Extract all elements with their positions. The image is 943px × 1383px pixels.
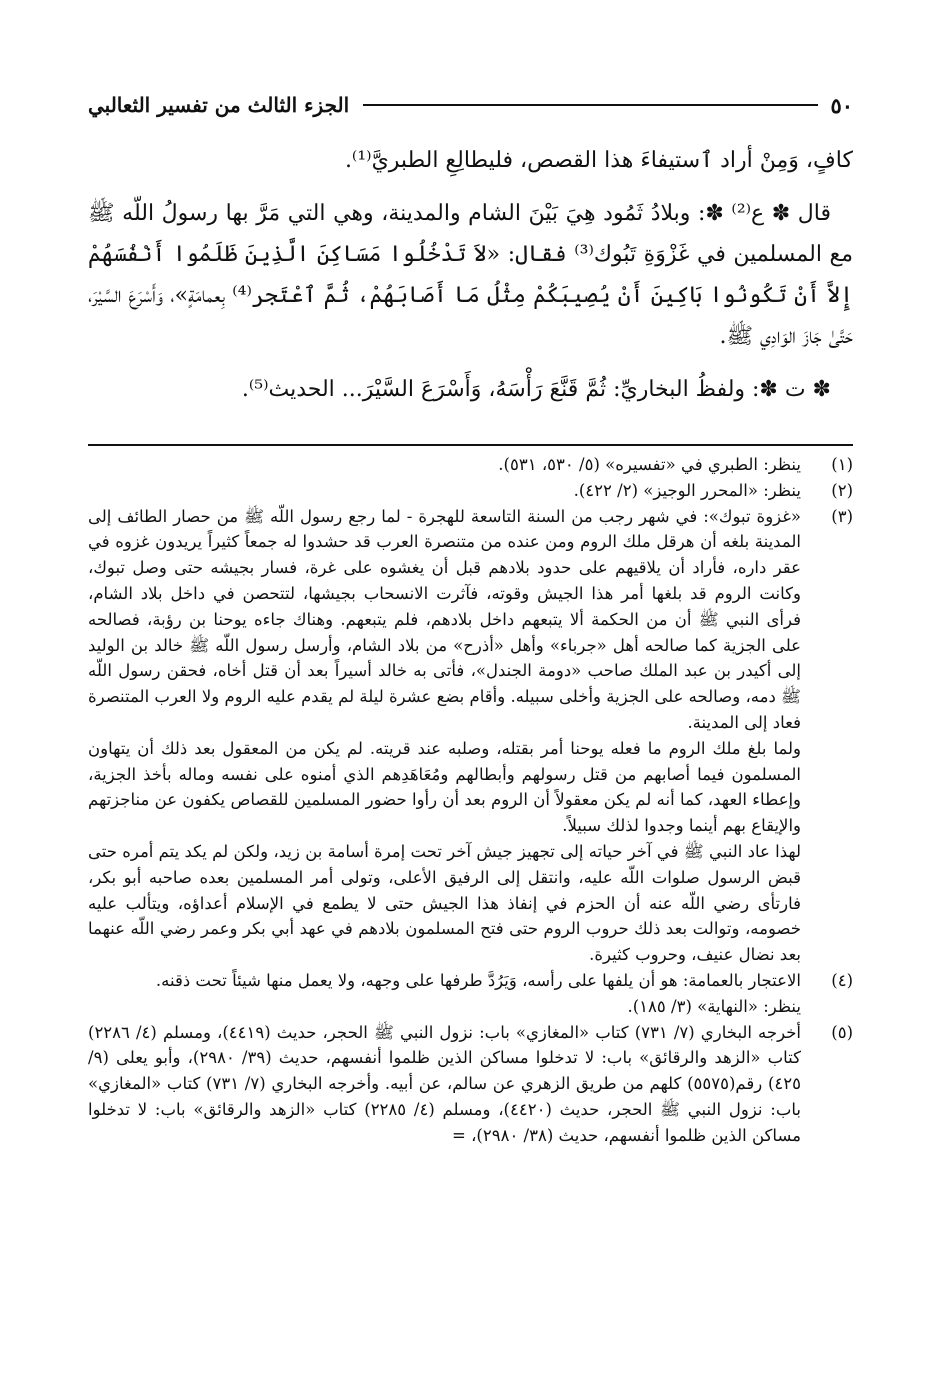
footnote-number: (٤) <box>831 970 853 990</box>
main-paragraph: قال ✽ ع⁽²⁾ ✽: وبلادُ ثَمُود هِيَ بَيْنَ الشام والمدينة، وهي التي مَرَّ بها رسولُ اللّه ﷺ مع المسلمين في غَزْوَةِ تَبُوك⁽³⁾ فقال: «لاَ تَدْخُلُوا مَسَاكِنَ الَّذِينَ ظَلَمُوا أَنْفُسَهُمْ إِلاَّ أَنْ تَكُونُوا بَاكِينَ أَنْ يُصِيبَكُمْ مِثْلُ مَا أَصَابَهُمْ، ثُمَّ ٱعْتَجر⁽⁴⁾ بِعمامَةٍ»، وَأَسْرَعَ السَّيْرَ، حَتَّىٰ جَازَ الوَادِي ﷺ. <box>88 201 853 349</box>
footnote-text: الاعتجار بالعمامة: هو أن يلفها على رأسه، وَيَرُدَّ طرفها على وجهه، ولا يعمل منها شيئاً تحت ذقنه. <box>155 970 801 990</box>
main-paragraph: ✽ ت ✽: ولفظُ البخاريِّ: ثُمَّ قَنَّعَ رَأْسَهُ، وَأَسْرَعَ السَّيْرَ... الحديث⁽⁵⁾. <box>241 377 831 402</box>
footnote-number: (٢) <box>831 480 853 500</box>
footnote-number: (١) <box>831 455 853 474</box>
footnote <box>88 452 853 478</box>
footnote-number: (٥) <box>831 1022 853 1042</box>
footnote-number: (٣) <box>831 506 853 526</box>
footnote-separator <box>88 444 853 446</box>
page-number: ٥٠ <box>830 92 853 118</box>
footnote <box>88 478 853 504</box>
main-paragraph: كافٍ، وَمِنْ أراد ٱستيفاءَ هذا القصص، فليطالِعِ الطبريَّ⁽¹⁾. <box>344 148 853 173</box>
footnote-text: ينظر: «المحرر الوجيز» (٢/ ٤٢٢). <box>573 480 801 500</box>
footnote-text: «غزوة تبوك»: في شهر رجب من السنة التاسعة للهجرة - لما رجع رسول اللّه ﷺ من حصار الطائف إلى المدينة بلغه أن هرقل ملك الروم ومن عنده من متنصرة العرب قد حشدوا له جمعاً كثيراً يريدون غزوه في عقر داره، فأراد أن يلاقيهم على حدود بلادهم قبل أن يغشوه على غرة، فسار بجيشه حتى وصل تبوك، وكانت الروم قد بلغها أمر هذا الجيش وقوته، فآثرت الانسحاب بجيشها، لتتحصن في داخل بلاد الشام، فرأى النبي ﷺ أن من الحكمة ألا يتبعهم داخل بلادهم، فلم يتبعهم. وهناك جاءه يوحنا بن رؤبة، فصالحه على الجزية كما صالحه أهل «جرباء» وأهل «أذرح» من بلاد الشام، وأرسل رسول اللّه ﷺ خالد بن الوليد إلى أكيدر بن عبد الملك صاحب «دومة الجندل»، فأتى به خالد أسيراً بعد أن قتل أخاه، فحقن رسول اللّه ﷺ دمه، وصالحه على الجزية وأخلى سبيله. وأقام بضع عشرة ليلة لم يقدم عليه الروم ولا العرب المتنصرة فعاد إلى المدينة. <box>88 506 801 732</box>
footnote <box>88 968 853 1020</box>
footnote <box>88 1020 853 1149</box>
footnotes <box>88 452 853 1149</box>
main-text <box>88 140 853 422</box>
footnote-text: لهذا عاد النبي ﷺ في آخر حياته إلى تجهيز جيش آخر تحت إمرة أسامة بن زيد، ولكن لم يكد يتم أمره حتى قبض الرسول صلوات اللّه عليه، وانتقل إلى الرفيق الأعلى، وتولى أمر المسلمين بعده صاحبه أبو بكر، فارتأى رضي اللّه عنه أن الحزم في إنفاذ هذا الجيش حتى لا يطمع في الإسلام أعداؤه، ويتألب عليه خصومه، وتوالت بعد ذلك حروب الروم حتى فتح المسلمون بلادهم في عهد أبي بكر وعمر رضي اللّه عنهما بعد نضال عنيف، وحروب كثيرة. <box>88 841 801 965</box>
page-header <box>88 88 853 122</box>
footnote-text: أخرجه البخاري (٧/ ٧٣١) كتاب «المغازي» باب: نزول النبي ﷺ الحجر، حديث (٤٤١٩)، ومسلم (٤/ ٢٢٨٦) كتاب «الزهد والرقائق» باب: لا تدخلوا مساكن الذين ظلموا أنفسهم، حديث (٣٩/ ٢٩٨٠)، وأبو يعلى (٩/ ٤٢٥) رقم(٥٥٧٥) كلهم من طريق الزهري عن سالم، عن أبيه. وأخرجه البخاري (٧/ ٧٣١) كتاب «المغازي» باب: نزول النبي ﷺ الحجر، حديث (٤٤٢٠)، ومسلم (٤/ ٢٢٨٥) كتاب «الزهد والرقائق» باب: لا تدخلوا مساكن الذين ظلموا أنفسهم، حديث (٣٨/ ٢٩٨٠)، = <box>88 1022 801 1145</box>
footnote <box>88 504 853 968</box>
header-rule <box>363 104 818 106</box>
running-title: الجزء الثالث من تفسير الثعالبي <box>88 93 350 117</box>
footnote-text: ينظر: الطبري في «تفسيره» (٥/ ٥٣٠، ٥٣١). <box>498 455 801 474</box>
footnote-text: ولما بلغ ملك الروم ما فعله يوحنا أمر بقتله، وصلبه عند قريته. لم يكن من المعقول بعد ذلك أن يتهاون المسلمون فيما أصابهم من قتل رسولهم وأبطالهم ومُعَاهَدِهم الذي أمنوه على نفسه وماله بأخذ الجزية، وإعطاء العهد، كما أنه لم يكن معقولاً أن الروم بعد أن رأوا حضور المسلمين للقصاص يكفون عن مناجزتهم والإيقاع بهم أينما وجدوا لذلك سبيلاً. <box>88 738 801 836</box>
footnote-text: ينظر: «النهاية» (٣/ ١٨٥). <box>627 996 801 1016</box>
